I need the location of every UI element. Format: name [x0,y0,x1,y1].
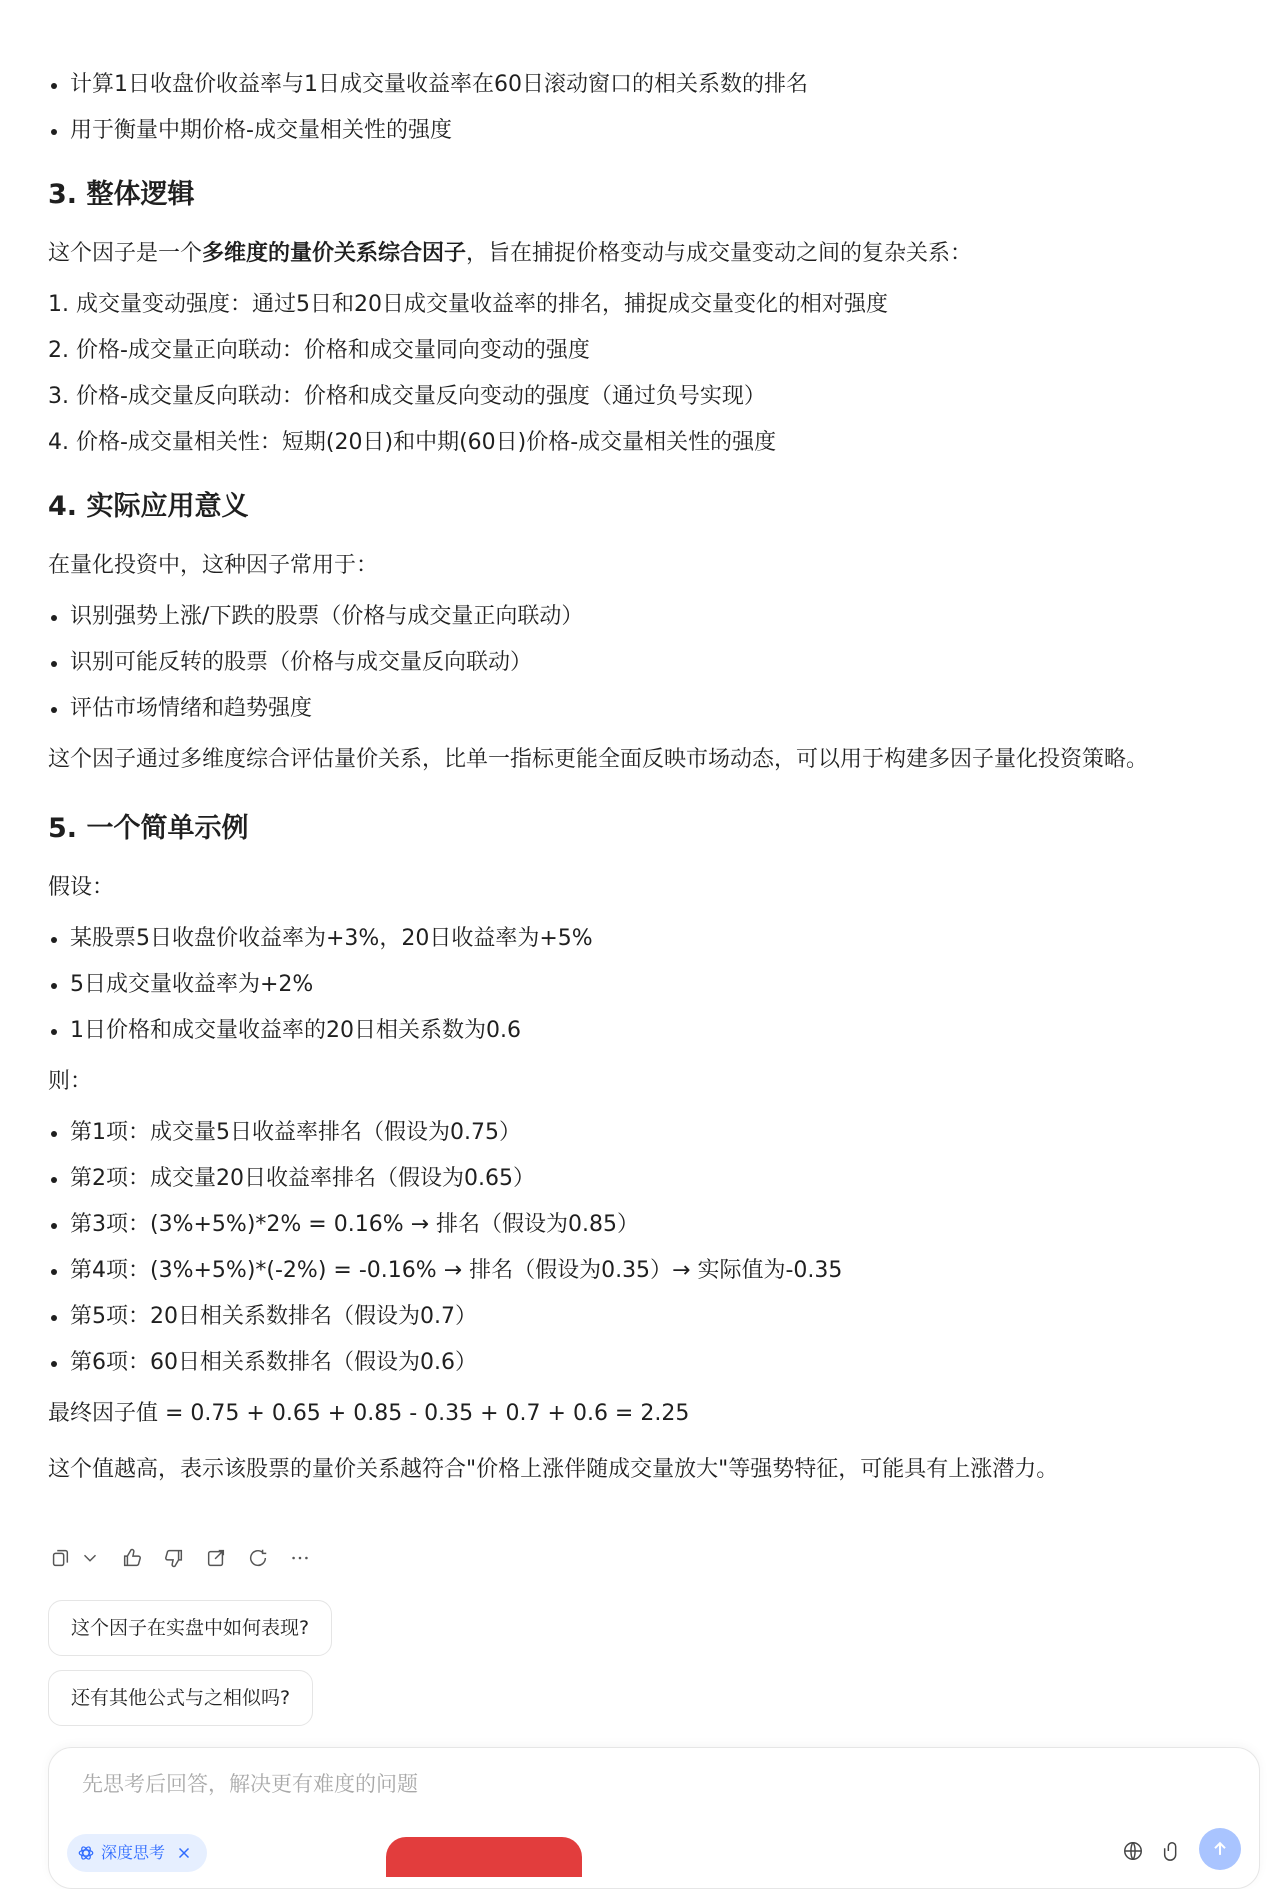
chevron-down-icon[interactable] [78,1546,102,1570]
list-item: 1日价格和成交量收益率的20日相关系数为0.6 [48,1008,1208,1054]
message-actions [48,1538,312,1578]
globe-icon[interactable] [1118,1836,1148,1866]
suggestion-chip-1[interactable]: 这个因子在实盘中如何表现? [48,1600,332,1656]
attach-icon[interactable] [1157,1836,1187,1866]
assume-bullets [48,916,1208,1054]
list-item: 1. 成交量变动强度：通过5日和20日成交量收益率的排名，捕捉成交量变化的相对强度 [48,292,888,317]
final-value: 最终因子值 = 0.75 + 0.65 + 0.85 - 0.35 + 0.7 + 0.6 = 2.25 [48,1401,690,1426]
atom-icon [77,1844,95,1862]
section3-heading: 3. 整体逻辑 [48,179,195,210]
list-item: 某股票5日收盘价收益率为+3%，20日收益率为+5% [48,916,1208,962]
section4-conclusion: 这个因子通过多维度综合评估量价关系，比单一指标更能全面反映市场动态，可以用于构建多因子量化投资策略。 [48,747,1149,772]
list-item: 2. 价格-成交量正向联动：价格和成交量同向变动的强度 [48,338,590,363]
copy-icon[interactable] [48,1546,72,1570]
list-item: 识别可能反转的股票（价格与成交量反向联动） [48,640,1208,686]
then-label: 则： [48,1069,93,1094]
list-item: 第5项：20日相关系数排名（假设为0.7） [48,1294,1208,1340]
list-item: 评估市场情绪和趋势强度 [48,686,1208,732]
section2-bullets [48,62,1208,154]
thumbs-down-icon[interactable] [162,1546,186,1570]
share-icon[interactable] [204,1546,228,1570]
composer [48,1747,1260,1889]
arrow-up-icon [1210,1839,1230,1859]
close-icon[interactable] [175,1844,193,1862]
list-item: 用于衡量中期价格-成交量相关性的强度 [48,108,1208,154]
list-item: 识别强势上涨/下跌的股票（价格与成交量正向联动） [48,594,1208,640]
list-item: 计算1日收盘价收益率与1日成交量收益率在60日滚动窗口的相关系数的排名 [48,62,1208,108]
deep-think-toggle[interactable] [67,1834,207,1872]
list-item: 第4项：(3%+5%)*(-2%) = -0.16% → 排名（假设为0.35）→ 实际值为-0.35 [48,1248,1208,1294]
list-item: 第2项：成交量20日收益率排名（假设为0.65） [48,1156,1208,1202]
section3-intro: 这个因子是一个多维度的量价关系综合因子，旨在捕捉价格变动与成交量变动之间的复杂关系： [48,241,973,266]
list-item: 第3项：(3%+5%)*2% = 0.16% → 排名（假设为0.85） [48,1202,1208,1248]
list-item: 4. 价格-成交量相关性：短期(20日)和中期(60日)价格-成交量相关性的强度 [48,430,777,455]
red-floating-button[interactable] [386,1837,582,1877]
regenerate-icon[interactable] [246,1546,270,1570]
more-icon[interactable] [288,1546,312,1570]
section4-intro: 在量化投资中，这种因子常用于： [48,553,379,578]
deep-think-label: 深度思考 [101,1843,166,1862]
list-item: 3. 价格-成交量反向联动：价格和成交量反向变动的强度（通过负号实现） [48,384,766,409]
section3-items [48,282,1208,466]
message-content [48,62,1208,1498]
composer-input[interactable]: 先思考后回答，解决更有难度的问题 [82,1772,418,1796]
section5-heading: 5. 一个简单示例 [48,813,249,844]
list-item: 第1项：成交量5日收益率排名（假设为0.75） [48,1110,1208,1156]
bold-phrase: 多维度的量价关系综合因子 [202,241,467,266]
send-button[interactable] [1199,1828,1241,1870]
section4-bullets [48,594,1208,732]
thumbs-up-icon[interactable] [120,1546,144,1570]
list-item: 5日成交量收益率为+2% [48,962,1208,1008]
closing-text: 这个值越高，表示该股票的量价关系越符合"价格上涨伴随成交量放大"等强势特征，可能具有上涨潜力。 [48,1457,1059,1482]
suggestion-chip-2[interactable]: 还有其他公式与之相似吗? [48,1670,313,1726]
list-item: 第6项：60日相关系数排名（假设为0.6） [48,1340,1208,1386]
assume-label: 假设： [48,875,115,900]
section4-heading: 4. 实际应用意义 [48,491,249,522]
then-bullets [48,1110,1208,1386]
